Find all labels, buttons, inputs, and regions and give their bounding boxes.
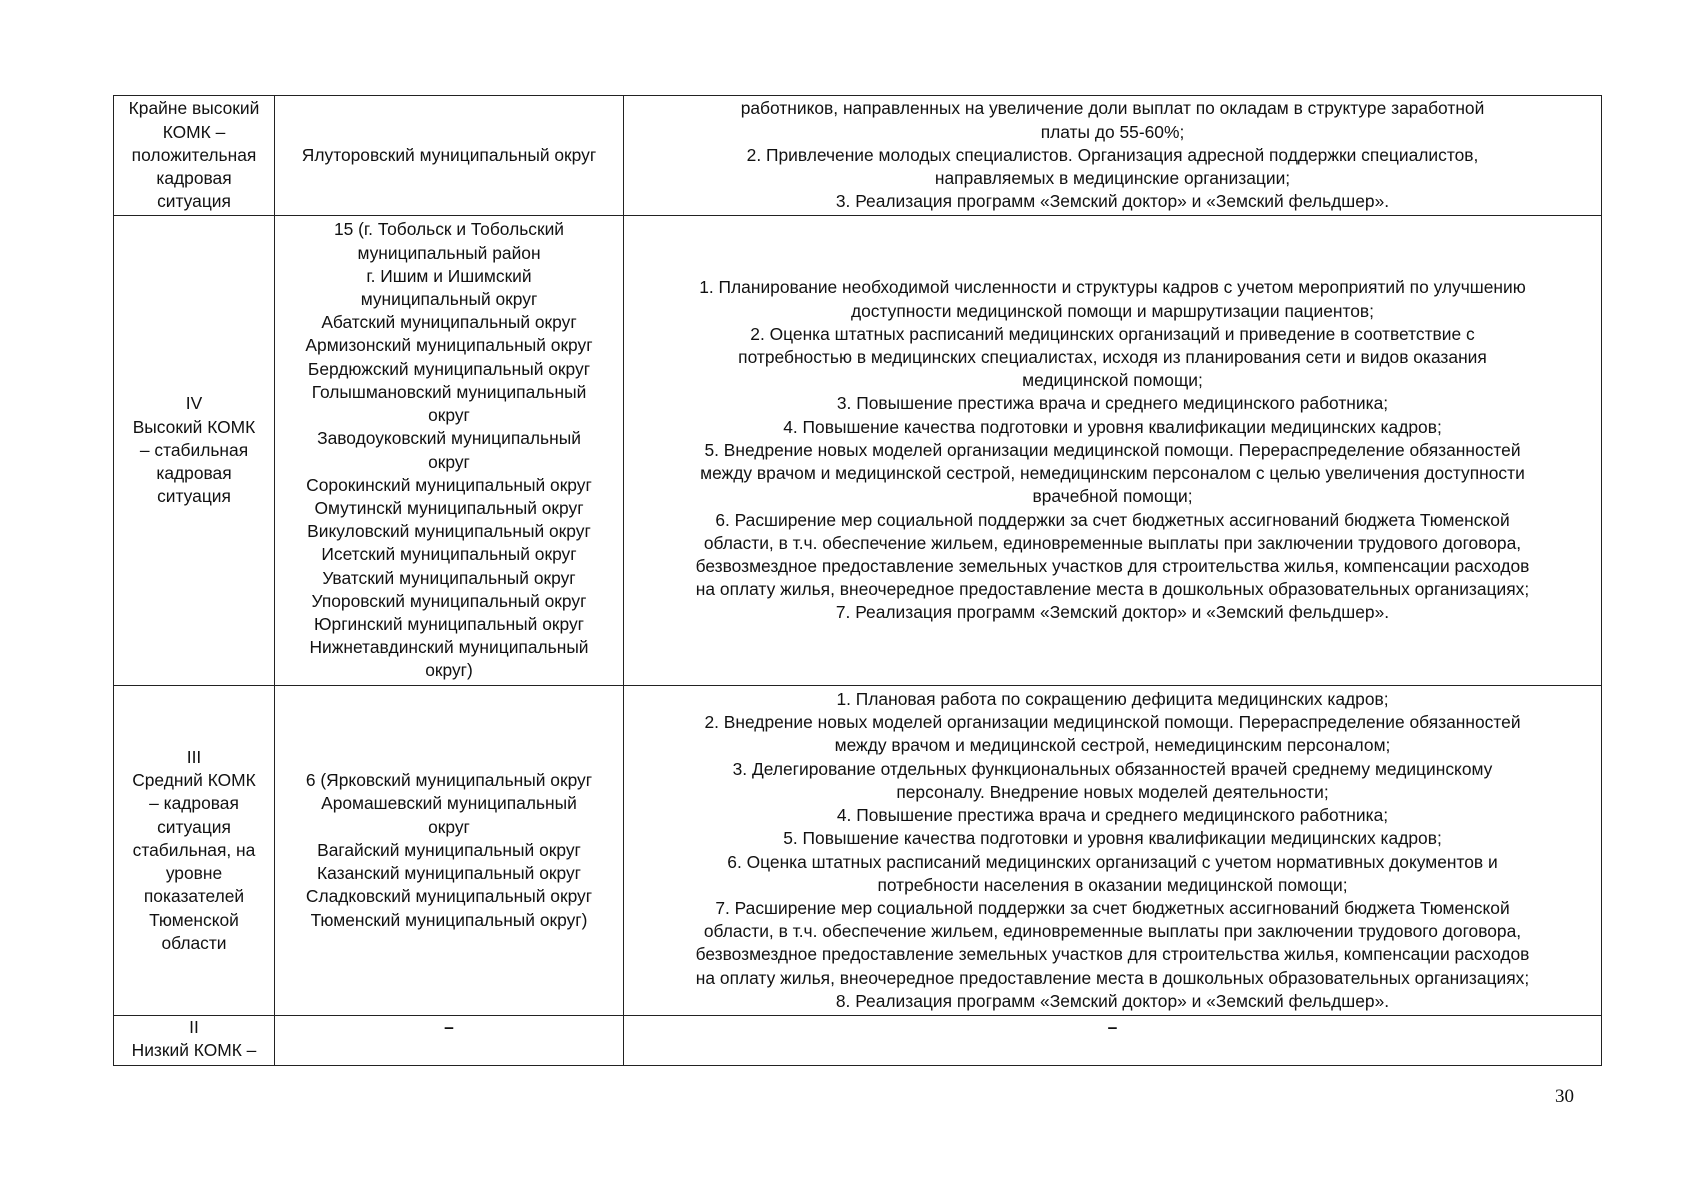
- text-line: Заводоуковский муниципальный: [317, 428, 581, 449]
- text-line: округ: [428, 451, 470, 472]
- table-row-ii: [114, 1016, 1602, 1066]
- text-line: между врачом и медицинской сестрой, немедицинским персоналом;: [834, 735, 1391, 756]
- text-line: между врачом и медицинской сестрой, немедицинским персоналом с целью увеличения доступности: [700, 463, 1525, 484]
- text-line: 7. Реализация программ «Земский доктор» и «Земский фельдшер».: [835, 602, 1390, 623]
- text-line: доступности медицинской помощи и маршрутизации пациентов;: [850, 300, 1374, 321]
- text-line: положительная: [131, 144, 257, 165]
- text-line: безвозмездное предоставление земельных участков для строительства жилья, компенсации расходов: [695, 555, 1530, 576]
- text-line: платы до 55-60%;: [1040, 121, 1185, 142]
- text-line: Средний КОМК: [132, 770, 256, 791]
- text-line: Юргинский муниципальный округ: [313, 613, 585, 634]
- text-line: кадровая: [156, 463, 232, 484]
- text-line: кадровая: [156, 168, 232, 189]
- text-line: 2. Внедрение новых моделей организации медицинской помощи. Перераспределение обязанностей: [704, 712, 1521, 733]
- text-line: Бердюжский муниципальный округ: [307, 358, 591, 379]
- districts-cell: [275, 96, 624, 216]
- text-line: 6. Оценка штатных расписаний медицинских организаций с учетом нормативных документов и: [727, 851, 1498, 872]
- text-line: Уватский муниципальный округ: [322, 567, 576, 588]
- text-line: на оплату жилья, внеочередное предоставление места в дошкольных образовательных организациях;: [695, 967, 1530, 988]
- text-line: области, в т.ч. обеспечение жильем, единовременные выплаты при заключении трудового договора,: [703, 532, 1522, 553]
- text-line: безвозмездное предоставление земельных участков для строительства жилья, компенсации расходов: [695, 944, 1530, 965]
- text-line: области: [161, 932, 227, 953]
- text-line: 6. Расширение мер социальной поддержки за счет бюджетных ассигнований бюджета Тюменской: [715, 509, 1510, 530]
- text-line: Вагайский муниципальный округ: [317, 839, 581, 860]
- text-line: II: [189, 1017, 199, 1037]
- text-line: муниципальный район: [357, 242, 541, 263]
- text-line: Аромашевский муниципальный: [321, 793, 577, 814]
- text-line: 8. Реализация программ «Земский доктор» и «Земский фельдшер».: [835, 990, 1390, 1011]
- measures-cell: [624, 216, 1602, 686]
- text-line: 7. Расширение мер социальной поддержки за счет бюджетных ассигнований бюджета Тюменской: [715, 897, 1510, 918]
- level-cell: [114, 686, 275, 1016]
- text-line: ситуация: [157, 486, 231, 507]
- text-line: 3. Делегирование отдельных функциональных обязанностей врачей среднему медицинскому: [732, 758, 1493, 779]
- text-line: Крайне высокий: [128, 98, 260, 119]
- text-line: персоналу. Внедрение новых моделей деятельности;: [896, 781, 1329, 802]
- text-line: 5. Повышение качества подготовки и уровня квалификации медицинских кадров;: [783, 828, 1442, 849]
- text-line: 15 (г. Тобольск и Тобольский: [333, 219, 565, 240]
- districts-cell: [275, 1016, 624, 1066]
- text-line: 4. Повышение престижа врача и среднего медицинского работника;: [836, 805, 1389, 826]
- text-line: Тюменской: [149, 909, 239, 930]
- text-line: потребностью в медицинских специалистах, исходя из планирования сети и видов оказания: [738, 347, 1487, 368]
- text-line: Высокий КОМК: [132, 416, 256, 437]
- text-line: Казанский муниципальный округ: [316, 863, 581, 884]
- measures-cell: [624, 96, 1602, 216]
- text-line: ситуация: [157, 816, 231, 837]
- text-line: Ялуторовский муниципальный округ: [301, 144, 597, 165]
- komk-table: [113, 95, 1602, 1066]
- text-line: 4. Повышение качества подготовки и уровня квалификации медицинских кадров;: [783, 416, 1442, 437]
- level-cell: [114, 216, 275, 686]
- text-line: – стабильная: [139, 439, 249, 460]
- text-line: 1. Планирование необходимой численности и структуры кадров с учетом мероприятий по улучшению: [699, 277, 1526, 298]
- text-line: Омутинскй муниципальный округ: [314, 497, 584, 518]
- text-line: области, в т.ч. обеспечение жильем, единовременные выплаты при заключении трудового договора,: [703, 921, 1522, 942]
- text-line: 1. Плановая работа по сокращению дефицита медицинских кадров;: [836, 689, 1389, 710]
- text-line: IV: [185, 393, 203, 414]
- text-line: Низкий КОМК –: [131, 1040, 257, 1061]
- text-line: округ: [428, 405, 470, 426]
- table-row-iv: [114, 216, 1602, 686]
- table-row-iii: [114, 686, 1602, 1016]
- text-line: показателей: [143, 886, 245, 907]
- text-line: 6 (Ярковский муниципальный округ: [305, 770, 593, 791]
- text-line: Викуловский муниципальный округ: [307, 521, 591, 542]
- text-line: медицинской помощи;: [1022, 370, 1203, 391]
- text-line: Сорокинский муниципальный округ: [306, 474, 592, 495]
- text-line: Сладковский муниципальный округ: [305, 886, 593, 907]
- text-line: КОМК –: [162, 121, 226, 142]
- text-line: ситуация: [157, 191, 231, 212]
- text-line: потребности населения в оказании медицинской помощи;: [877, 874, 1348, 895]
- text-line: г. Ишим и Ишимский: [366, 265, 532, 286]
- text-line: работников, направленных на увеличение доли выплат по окладам в структуре заработной: [740, 98, 1485, 119]
- measures-cell: [624, 686, 1602, 1016]
- text-line: Тюменский муниципальный округ): [310, 909, 588, 930]
- text-line: –: [1107, 1017, 1118, 1037]
- level-cell: [114, 1016, 275, 1066]
- text-line: 3. Реализация программ «Земский доктор» и «Земский фельдшер».: [835, 191, 1390, 212]
- text-line: стабильная, на: [132, 839, 256, 860]
- text-line: 3. Повышение престижа врача и среднего медицинского работника;: [836, 393, 1389, 414]
- text-line: 2. Привлечение молодых специалистов. Организация адресной поддержки специалистов,: [746, 144, 1479, 165]
- text-line: на оплату жилья, внеочередное предоставление места в дошкольных образовательных организациях;: [695, 579, 1530, 600]
- text-line: Исетский муниципальный округ: [321, 544, 577, 565]
- text-line: – кадровая: [149, 793, 239, 814]
- districts-cell: [275, 686, 624, 1016]
- text-line: Голышмановский муниципальный: [311, 381, 587, 402]
- text-line: III: [186, 747, 202, 768]
- districts-cell: [275, 216, 624, 686]
- text-line: 2. Оценка штатных расписаний медицинских организаций и приведение в соответствие с: [750, 323, 1475, 344]
- text-line: 5. Внедрение новых моделей организации медицинской помощи. Перераспределение обязанностей: [704, 439, 1521, 460]
- text-line: врачебной помощи;: [1032, 486, 1193, 507]
- text-line: Нижнетавдинский муниципальный: [309, 637, 589, 658]
- text-line: –: [444, 1017, 454, 1037]
- text-line: Армизонский муниципальный округ: [305, 335, 593, 356]
- table-row-extremely-high: [114, 96, 1602, 216]
- text-line: муниципальный округ: [360, 289, 538, 310]
- page-number: 30: [1555, 1086, 1574, 1107]
- text-line: округ: [428, 816, 470, 837]
- text-line: направляемых в медицинские организации;: [934, 168, 1291, 189]
- measures-cell: [624, 1016, 1602, 1066]
- text-line: Абатский муниципальный округ: [321, 312, 577, 333]
- level-cell: [114, 96, 275, 216]
- text-line: Упоровский муниципальный округ: [311, 590, 587, 611]
- text-line: округ): [425, 660, 473, 681]
- text-line: уровне: [165, 863, 223, 884]
